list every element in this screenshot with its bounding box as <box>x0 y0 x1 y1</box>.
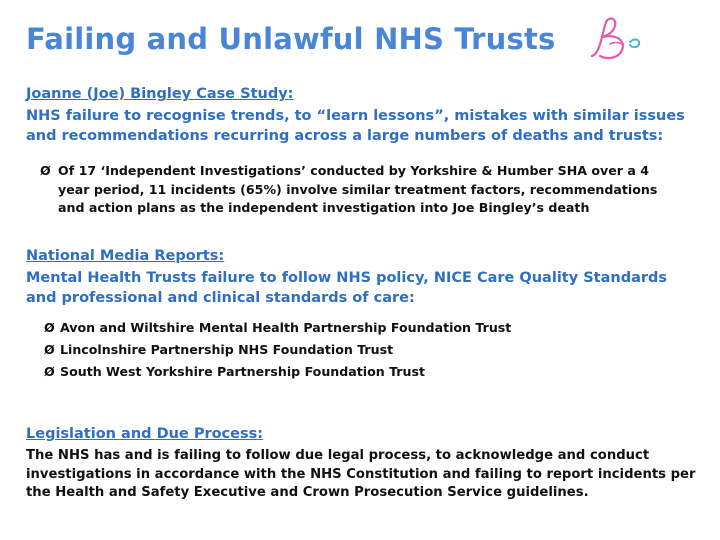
paragraph-line: Mental Health Trusts failure to follow NHS policy, NICE Care Quality Standards <box>26 270 668 286</box>
logo-b-stroke <box>592 19 623 58</box>
case-study-bullet-list <box>40 162 657 218</box>
paragraph-line: and professional and clinical standards of care: <box>26 290 415 306</box>
logo-b-flourish <box>610 43 623 47</box>
paragraph-line: the Health and Safety Executive and Crown Prosecution Service guidelines. <box>26 485 589 500</box>
media-reports-paragraph <box>26 268 667 308</box>
slide-title: Failing and Unlawful NHS Trusts <box>26 22 556 56</box>
paragraph-line: investigations in accordance with the NHS Constitution and failing to report incidents per <box>26 466 696 482</box>
case-study-paragraph <box>26 106 685 146</box>
section-heading-legislation: Legislation and Due Process: <box>26 426 264 442</box>
section-heading-case-study: Joanne (Joe) Bingley Case Study: <box>26 86 294 102</box>
arrow-bullet-icon: Ø <box>44 364 55 379</box>
section-heading-media-reports: National Media Reports: <box>26 248 225 264</box>
trust-name: Lincolnshire Partnership NHS Foundation Trust <box>60 342 394 357</box>
bullet-line: and action plans as the independent investigation into Joe Bingley’s death <box>58 200 590 215</box>
trust-bullet-list <box>44 319 511 385</box>
trust-name: South West Yorkshire Partnership Foundation Trust <box>60 364 426 379</box>
arrow-bullet-icon: Ø <box>44 320 55 335</box>
bullet-line: Of 17 ‘Independent Investigations’ conducted by Yorkshire & Humber SHA over a 4 <box>58 163 650 178</box>
list-item <box>44 363 511 385</box>
paragraph-line: NHS failure to recognise trends, to “learn lessons”, mistakes with similar issues <box>26 108 685 124</box>
bullet-line: year period, 11 incidents (65%) involve similar treatment factors, recommendations <box>58 181 658 197</box>
legislation-paragraph <box>26 447 695 503</box>
list-item <box>40 162 657 218</box>
arrow-bullet-icon: Ø <box>40 163 51 178</box>
paragraph-line: The NHS has and is failing to follow due legal process, to acknowledge and conduct <box>26 448 650 463</box>
list-item <box>44 319 511 341</box>
logo-drop <box>630 40 639 48</box>
list-item <box>44 341 511 363</box>
logo-b-icon <box>586 14 656 64</box>
trust-name: Avon and Wiltshire Mental Health Partnership Foundation Trust <box>60 320 512 335</box>
paragraph-line: and recommendations recurring across a large numbers of deaths and trusts: <box>26 128 664 144</box>
arrow-bullet-icon: Ø <box>44 342 55 357</box>
